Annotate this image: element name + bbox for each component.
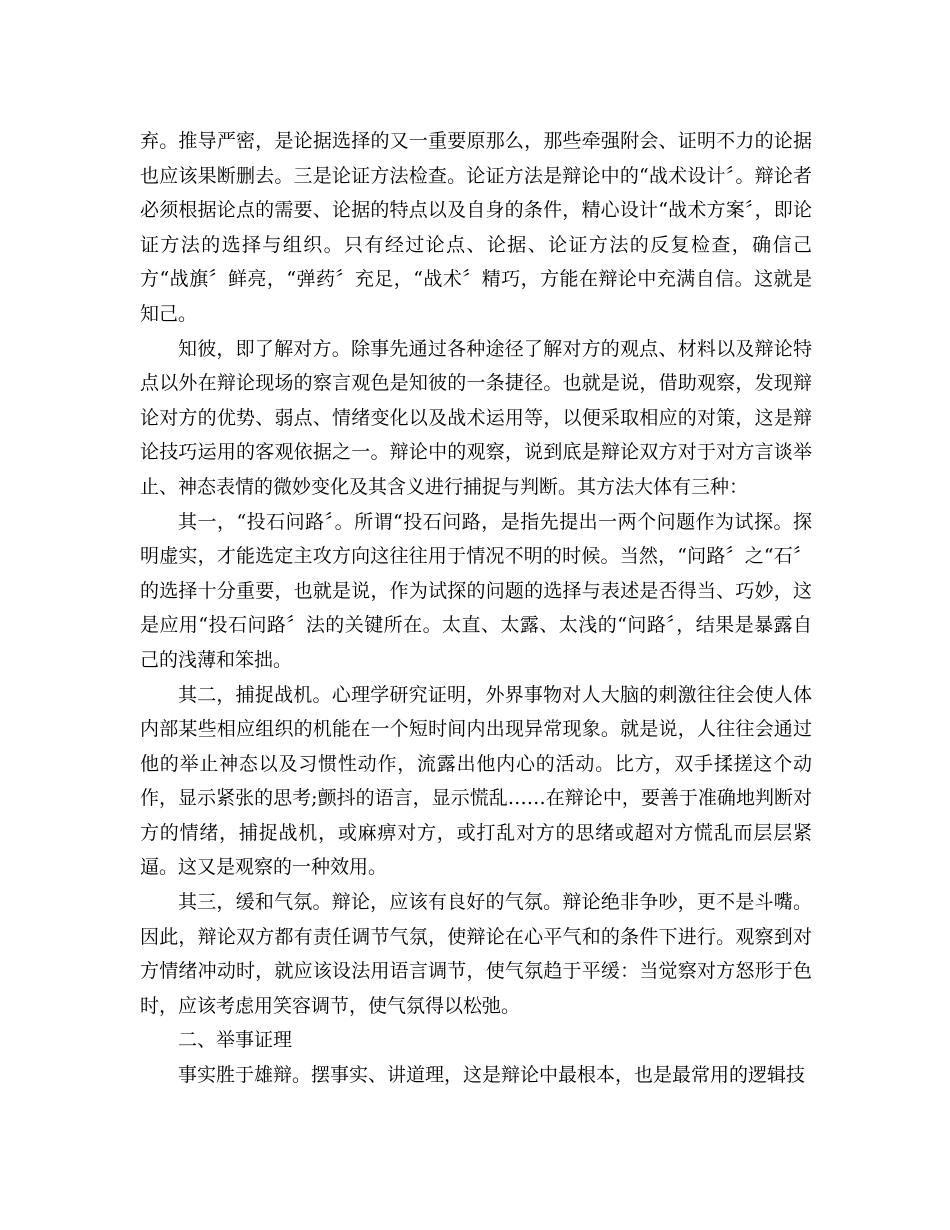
section-heading: 二、举事证理 bbox=[178, 1029, 293, 1052]
paragraph-zhibi: 知彼，即了解对方。除事先通过各种途径了解对方的观点、材料以及辩论特点以外在辩论现场的察言观色是知彼的一条捷径。也就是说，借助观察，发现辩论对方的优势、弱点、情绪变化以及战术运用等，以便采取相应的对策，这是辩论技巧运用的客观依据之一。辩论中的观察，说到底是辩论双方对于对方言谈举止、神态表情的微妙变化及其含义进行捕捉与判断。其方法大体有三种： bbox=[140, 337, 812, 498]
paragraph-method-three: 其三，缓和气氛。辩论，应该有良好的气氛。辩论绝非争吵，更不是斗嘴。因此，辩论双方都有责任调节气氛，使辩论在心平气和的条件下进行。观察到对方情绪冲动时，就应该设法用语言调节，使气氛趋于平缓：当觉察对方怒形于色时，应该考虑用笑容调节，使气氛得以松弛。 bbox=[140, 891, 812, 1017]
paragraph-method-one: 其一，“投石问路〞。所谓“投石问路，是指先提出一两个问题作为试探。探明虚实，才能选定主攻方向这往往用于情况不明的时候。当然，“问路〞之“石〞的选择十分重要，也就是说，作为试探的问题的选择与表述是否得当、巧妙，这是应用“投石问路〞法的关键所在。太直、太露、太浅的“问路〞，结果是暴露自己的浅薄和笨拙。 bbox=[140, 510, 812, 671]
document-page bbox=[140, 124, 812, 1093]
paragraph-method-two: 其二，捕捉战机。心理学研究证明，外界事物对人大脑的刺激往往会使人体内部某些相应组织的机能在一个短时间内出现异常现象。就是说，人往往会通过他的举止神态以及习惯性动作，流露出他内心的活动。比方，双手揉搓这个动作，显示紧张的思考;颤抖的语言，显示慌乱……在辩论中，要善于准确地判断对方的情绪，捕捉战机，或麻痹对方，或打乱对方的思绪或超对方慌乱而层层紧逼。这又是观察的一种效用。 bbox=[140, 683, 812, 879]
paragraph-continuation: 弃。推导严密，是论据选择的又一重要原那么，那些牵强附会、证明不力的论据也应该果断删去。三是论证方法检查。论证方法是辩论中的“战术设计〞。辩论者必须根据论点的需要、论据的特点以及自身的条件，精心设计“战术方案〞，即论证方法的选择与组织。只有经过论点、论据、论证方法的反复检查，确信己方“战旗〞鲜亮，“弹药〞充足，“战术〞精巧，方能在辩论中充满自信。这就是知己。 bbox=[140, 130, 812, 325]
paragraph-facts: 事实胜于雄辩。摆事实、讲道理，这是辩论中最根本，也是最常用的逻辑技 bbox=[178, 1064, 806, 1087]
